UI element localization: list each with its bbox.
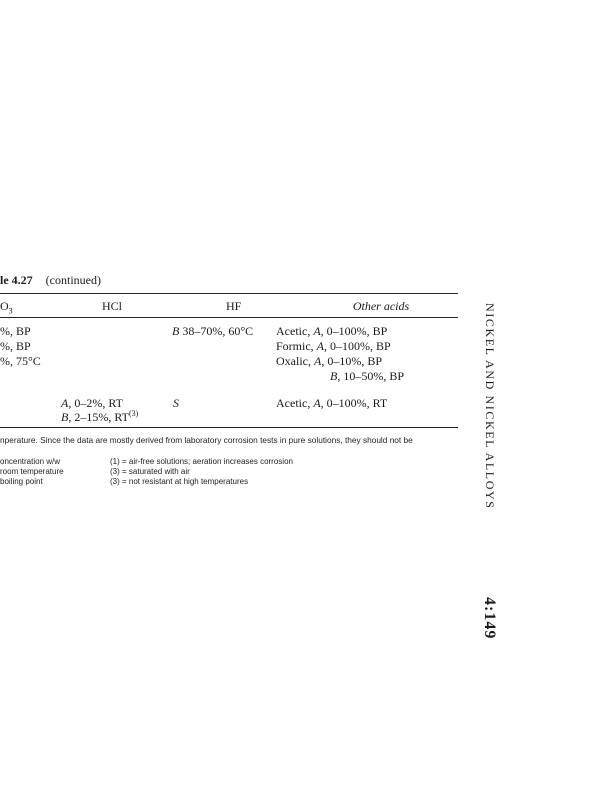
page-number: 4:149 xyxy=(481,597,498,640)
running-header: NICKEL AND NICKEL ALLOYS xyxy=(483,303,497,510)
header-other-acids: Other acids xyxy=(352,299,410,313)
grade-letter: A xyxy=(316,339,325,353)
legend-note: (3) = not resistant at high temperatures xyxy=(110,477,249,486)
table-header-rule xyxy=(0,317,458,318)
grade-letter: B xyxy=(172,324,180,338)
legend-notes xyxy=(110,457,293,487)
cell-r3-hno3: %, 75°C xyxy=(0,354,41,368)
table-footnote: nperature. Since the data are mostly derived from laboratory corrosion tests in pure solutions, they should not be xyxy=(0,435,413,445)
grade-letter: B xyxy=(61,410,69,424)
header-hf: HF xyxy=(226,299,242,313)
cell-r5-hf xyxy=(173,396,179,410)
cell-r3-other-text: , 0–10%, BP xyxy=(321,354,383,368)
grade-letter: A xyxy=(313,324,321,338)
cell-r5-hcl-text: , 0–2%, RT xyxy=(68,396,123,410)
footnote-marker: (3) xyxy=(128,409,139,418)
acid-name: Acetic, xyxy=(276,396,314,410)
cell-r5-other-text: , 0–100%, RT xyxy=(320,396,388,410)
table-caption xyxy=(0,273,101,288)
grade-letter: S xyxy=(173,396,179,410)
cell-r2-other-text: , 0–100%, BP xyxy=(324,339,391,353)
legend-note: (1) = air-free solutions; aeration increases corrosion xyxy=(110,457,293,466)
legend-note: (3) = saturated with air xyxy=(110,467,190,476)
cell-r1-hno3: %, BP xyxy=(0,324,31,338)
header-hno3-subscript: 3 xyxy=(8,306,13,316)
acid-name: Oxalic, xyxy=(276,354,314,368)
cell-r5-hcl xyxy=(61,396,123,410)
acid-name: Acetic, xyxy=(276,324,314,338)
grade-letter: A xyxy=(313,396,321,410)
cell-r6-hcl-text: , 2–15%, RT xyxy=(68,410,129,424)
header-hno3-text: O xyxy=(0,299,9,313)
grade-letter: A xyxy=(314,354,322,368)
grade-letter: A xyxy=(61,396,69,410)
acid-name: Formic, xyxy=(276,339,317,353)
legend-item: oncentration w/w xyxy=(0,457,61,466)
cell-r1-other xyxy=(276,324,387,338)
caption-label: le 4.27 xyxy=(0,273,33,287)
cell-r2-other xyxy=(276,339,391,353)
cell-r1-hf xyxy=(172,324,253,338)
cell-r1-other-text: , 0–100%, BP xyxy=(320,324,388,338)
legend-abbreviations xyxy=(0,457,64,487)
table-top-rule xyxy=(0,293,458,294)
cell-r5-other xyxy=(276,396,387,410)
cell-r6-hcl xyxy=(61,410,138,424)
cell-r2-hno3: %, BP xyxy=(0,339,31,353)
cell-r4-other-text: , 10–50%, BP xyxy=(337,369,405,383)
cell-r4-other xyxy=(330,369,404,383)
cell-r3-other xyxy=(276,354,382,368)
grade-letter: B xyxy=(330,369,338,383)
legend-item: room temperature xyxy=(0,467,64,476)
header-hcl: HCl xyxy=(102,299,123,313)
legend-item: boiling point xyxy=(0,477,43,486)
caption-continued: (continued) xyxy=(45,273,101,287)
table-bottom-rule xyxy=(0,427,458,428)
cell-r1-hf-text: 38–70%, 60°C xyxy=(179,324,254,338)
header-hno3 xyxy=(0,299,13,315)
